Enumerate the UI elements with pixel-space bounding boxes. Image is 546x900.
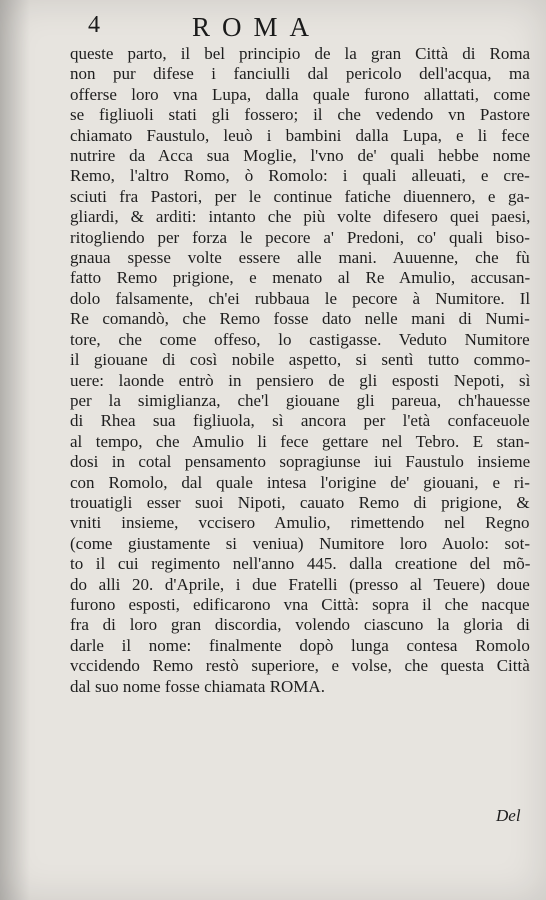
text-line: darle il nome: finalmente dopò lunga contesa Romolo: [70, 635, 530, 655]
catchword: Del: [496, 806, 521, 825]
text-line: to il cui regimento nell'anno 445. dalla creatione del mõ-: [70, 554, 530, 574]
text-line: dosi in cotal pensamento sopragiunse iui Faustulo insieme: [70, 452, 530, 472]
text-line: al tempo, che Amulio li fece gettare nel Tebro. E stan-: [70, 431, 530, 451]
text-line: fra di loro gran discordia, volendo ciascuno la gloria di: [70, 615, 530, 635]
text-line: di Rhea sua figliuola, sì ancora per l'età confaceuole: [70, 411, 530, 431]
page-header: [0, 10, 546, 48]
text-line: (come giustamente si veniua) Numitore loro Auolo: sot-: [70, 533, 530, 553]
text-line: uere: laonde entrò in pensiero de gli esposti Nepoti, sì: [70, 370, 530, 390]
text-line: offerse loro vna Lupa, dalla quale furono allattati, come: [70, 84, 530, 104]
text-line: per la simiglianza, che'l giouane gli pareua, ch'hauesse: [70, 390, 530, 410]
body-text: [70, 44, 530, 697]
text-line: fatto Remo prigione, e menato al Re Amulio, accusan-: [70, 268, 530, 288]
text-line: Re comandò, che Remo fosse dato nelle mani di Numi-: [70, 309, 530, 329]
text-line: queste parto, il bel principio de la gran Città di Roma: [70, 44, 530, 63]
running-title: ROMA: [192, 12, 322, 42]
text-line: sciuti fra Pastori, per le continue fatiche diuennero, e ga-: [70, 186, 530, 206]
text-line: non pur difese i fanciulli dal pericolo dell'acqua, ma: [70, 64, 530, 84]
text-line: il giouane di così nobile aspetto, si sentì tutto commo-: [70, 350, 530, 370]
text-line: dolo falsamente, ch'ei rubbaua le pecore à Numitore. Il: [70, 288, 530, 308]
text-line: gliardi, & arditi: intanto che più volte difesero quei paesi,: [70, 207, 530, 227]
text-line: vccidendo Remo restò superiore, e volse, che questa Città: [70, 656, 530, 676]
page-number: 4: [88, 12, 100, 38]
text-line: vniti insieme, vccisero Amulio, rimettendo nel Regno: [70, 513, 530, 533]
text-line: se figliuoli stati gli fossero; il che vedendo vn Pastore: [70, 105, 530, 125]
page-fold-shadow: [0, 0, 30, 900]
text-line: chiamato Faustulo, leuò i bambini dalla Lupa, e li fece: [70, 125, 530, 145]
text-line: ritogliendo per forza le pecore a' Predoni, co' quali biso-: [70, 227, 530, 247]
text-line: gnaua spesse volte essere alle mani. Auuenne, che fù: [70, 248, 530, 268]
text-line: trouatigli esser suoi Nipoti, cauato Remo di prigione, &: [70, 492, 530, 512]
text-line: Remo, l'altro Romo, ò Romolo: i quali alleuati, e cre-: [70, 166, 530, 186]
text-line: tore, che come offeso, lo castigasse. Veduto Numitore: [70, 329, 530, 349]
text-line: con Romolo, dal quale intesa l'origine de' giouani, e ri-: [70, 472, 530, 492]
text-line: do alli 20. d'Aprile, i due Fratelli (presso al Teuere) doue: [70, 574, 530, 594]
text-line: nutrire da Acca sua Moglie, l'vno de' quali hebbe nome: [70, 146, 530, 166]
text-line: dal suo nome fosse chiamata ROMA.: [70, 676, 325, 696]
text-line: furono esposti, edificarono vna Città: sopra il che nacque: [70, 594, 530, 614]
